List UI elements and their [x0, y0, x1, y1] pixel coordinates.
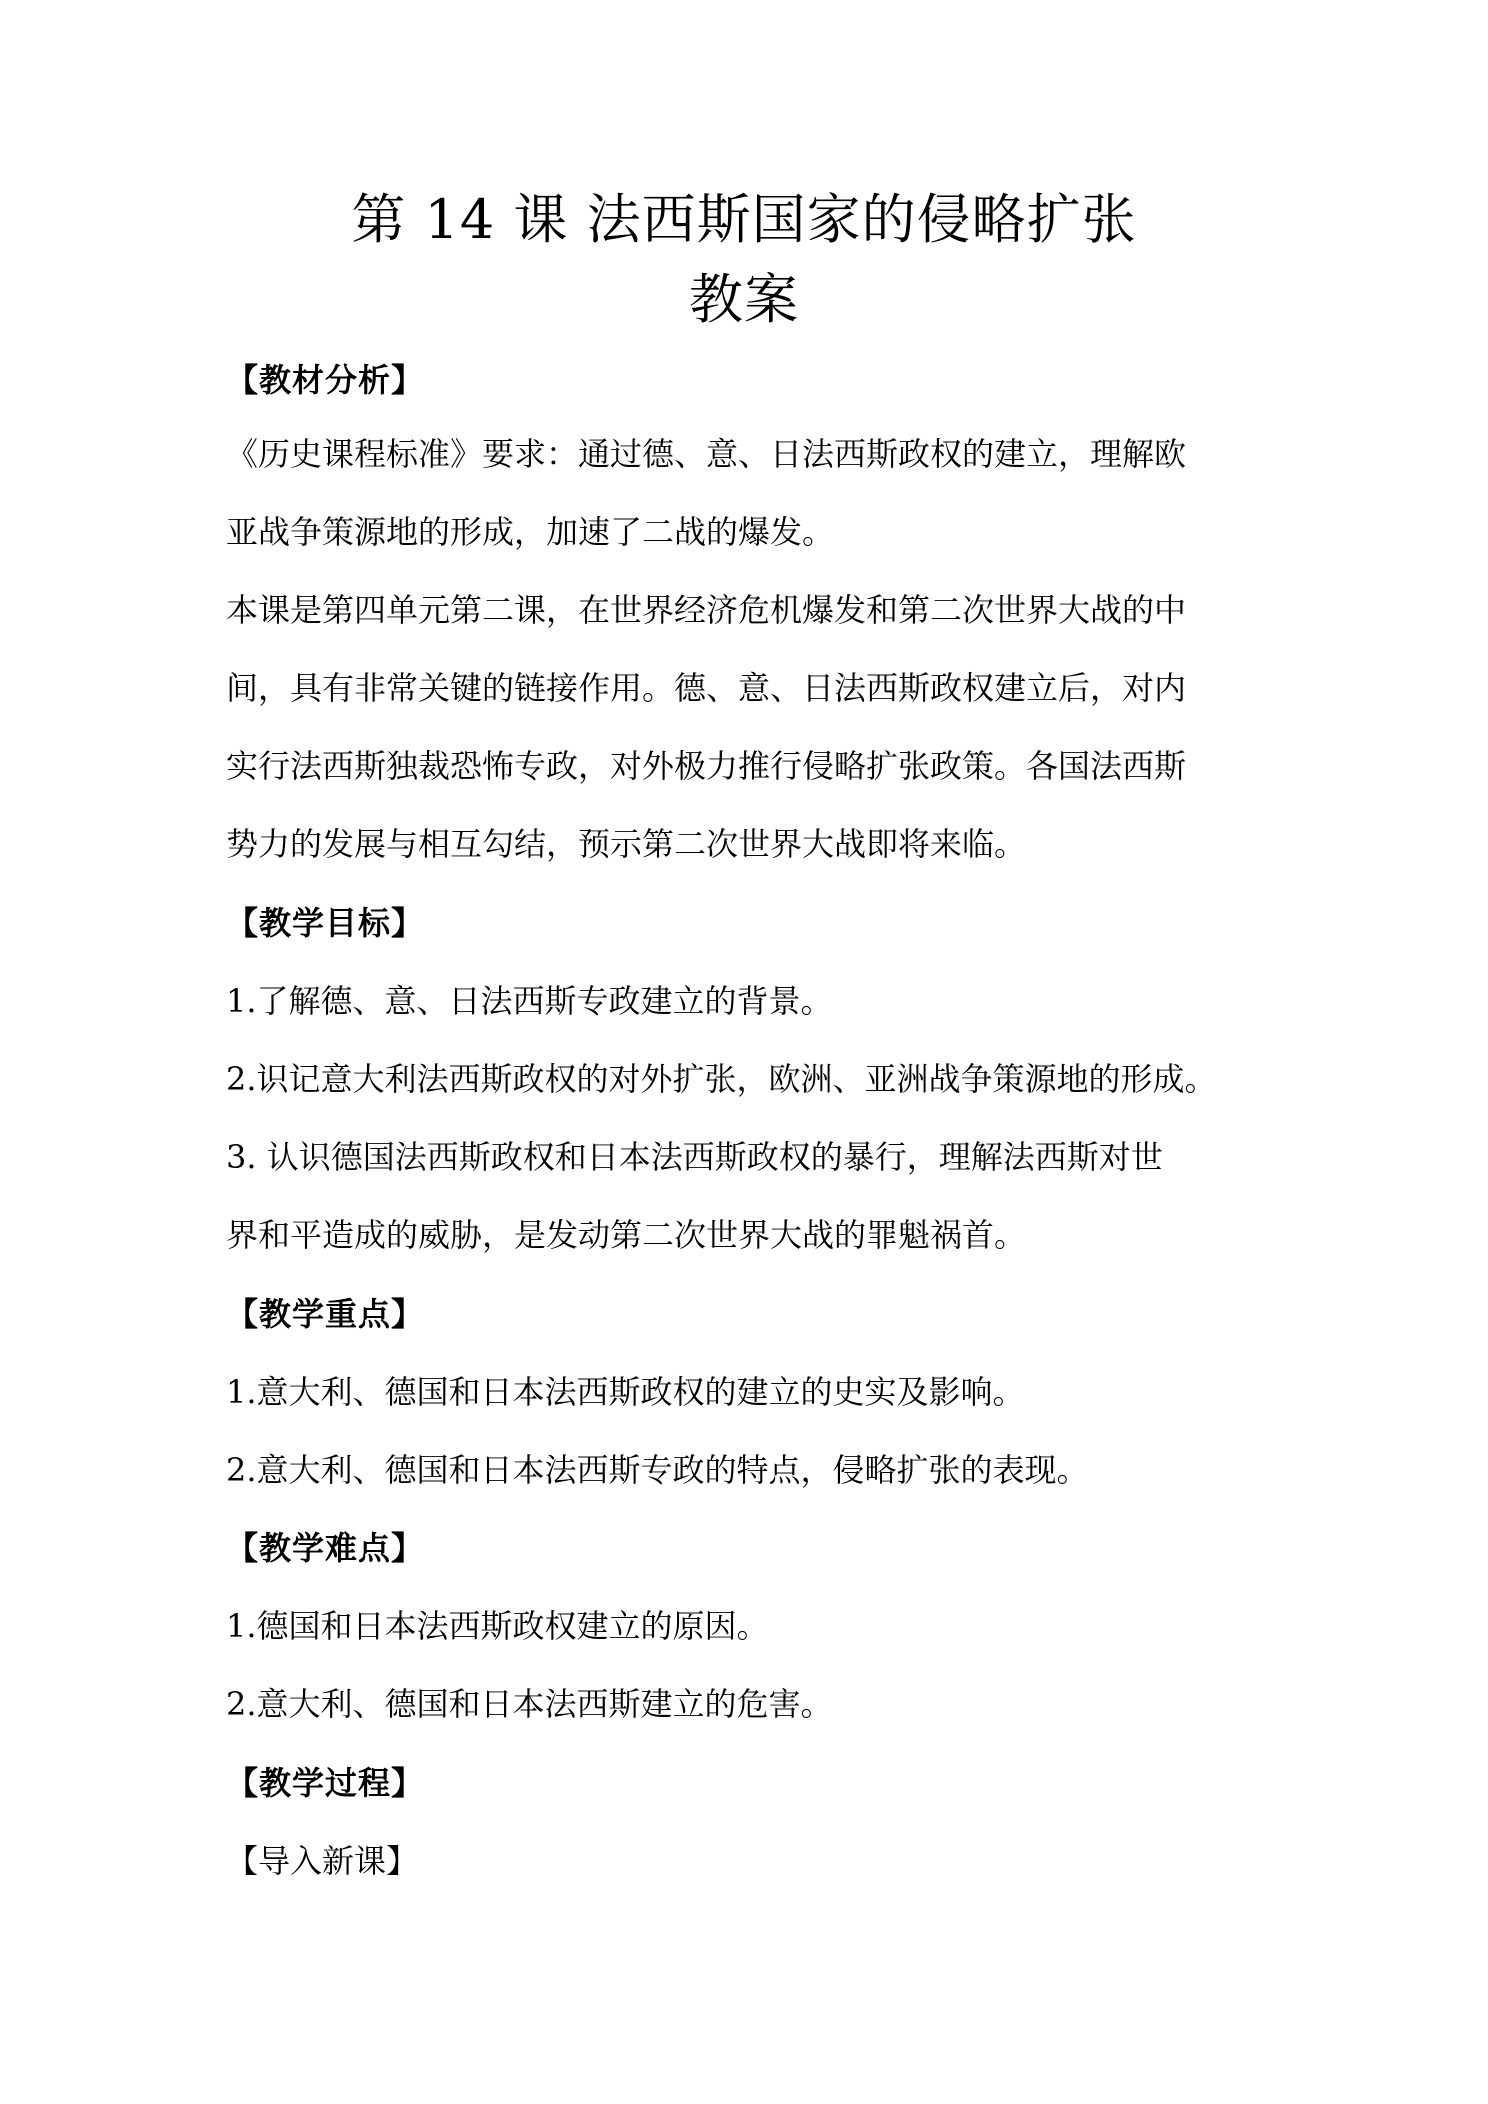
section-heading-objectives: 【教学目标】 — [226, 904, 425, 942]
list-item: 3. 认识德国法西斯政权和日本法西斯政权的暴行，理解法西斯对世 — [226, 1138, 1163, 1176]
list-item: 2.意大利、德国和日本法西斯专政的特点，侵略扩张的表现。 — [226, 1451, 1089, 1489]
section-heading-key-points: 【教学重点】 — [226, 1295, 425, 1333]
list-item: 1.意大利、德国和日本法西斯政权的建立的史实及影响。 — [226, 1373, 1025, 1411]
section-heading-difficulties: 【教学难点】 — [226, 1529, 425, 1567]
list-item: 2.意大利、德国和日本法西斯建立的危害。 — [226, 1685, 833, 1723]
paragraph-line: 《历史课程标准》要求：通过德、意、日法西斯政权的建立，理解欧 — [226, 435, 1187, 473]
list-item: 1.了解德、意、日法西斯专政建立的背景。 — [226, 982, 833, 1020]
lesson-subtitle: 教案 — [689, 268, 799, 331]
paragraph-line: 势力的发展与相互勾结，预示第二次世界大战即将来临。 — [226, 825, 1027, 863]
list-item: 2.识记意大利法西斯政权的对外扩张，欧洲、亚洲战争策源地的形成。 — [226, 1060, 1217, 1098]
paragraph-line: 亚战争策源地的形成，加速了二战的爆发。 — [226, 513, 835, 551]
section-heading-materials: 【教材分析】 — [226, 361, 425, 399]
paragraph-line: 实行法西斯独裁恐怖专政，对外极力推行侵略扩张政策。各国法西斯 — [226, 747, 1187, 785]
sub-heading-intro: 【导入新课】 — [226, 1842, 419, 1880]
paragraph-line: 间，具有非常关键的链接作用。德、意、日法西斯政权建立后，对内 — [226, 669, 1187, 707]
paragraph-line: 本课是第四单元第二课，在世界经济危机爆发和第二次世界大战的中 — [226, 591, 1187, 629]
section-heading-process: 【教学过程】 — [226, 1764, 425, 1802]
list-item: 界和平造成的威胁，是发动第二次世界大战的罪魁祸首。 — [226, 1216, 1027, 1254]
list-item: 1.德国和日本法西斯政权建立的原因。 — [226, 1607, 769, 1645]
lesson-title: 第 14 课 法西斯国家的侵略扩张 — [351, 188, 1137, 251]
